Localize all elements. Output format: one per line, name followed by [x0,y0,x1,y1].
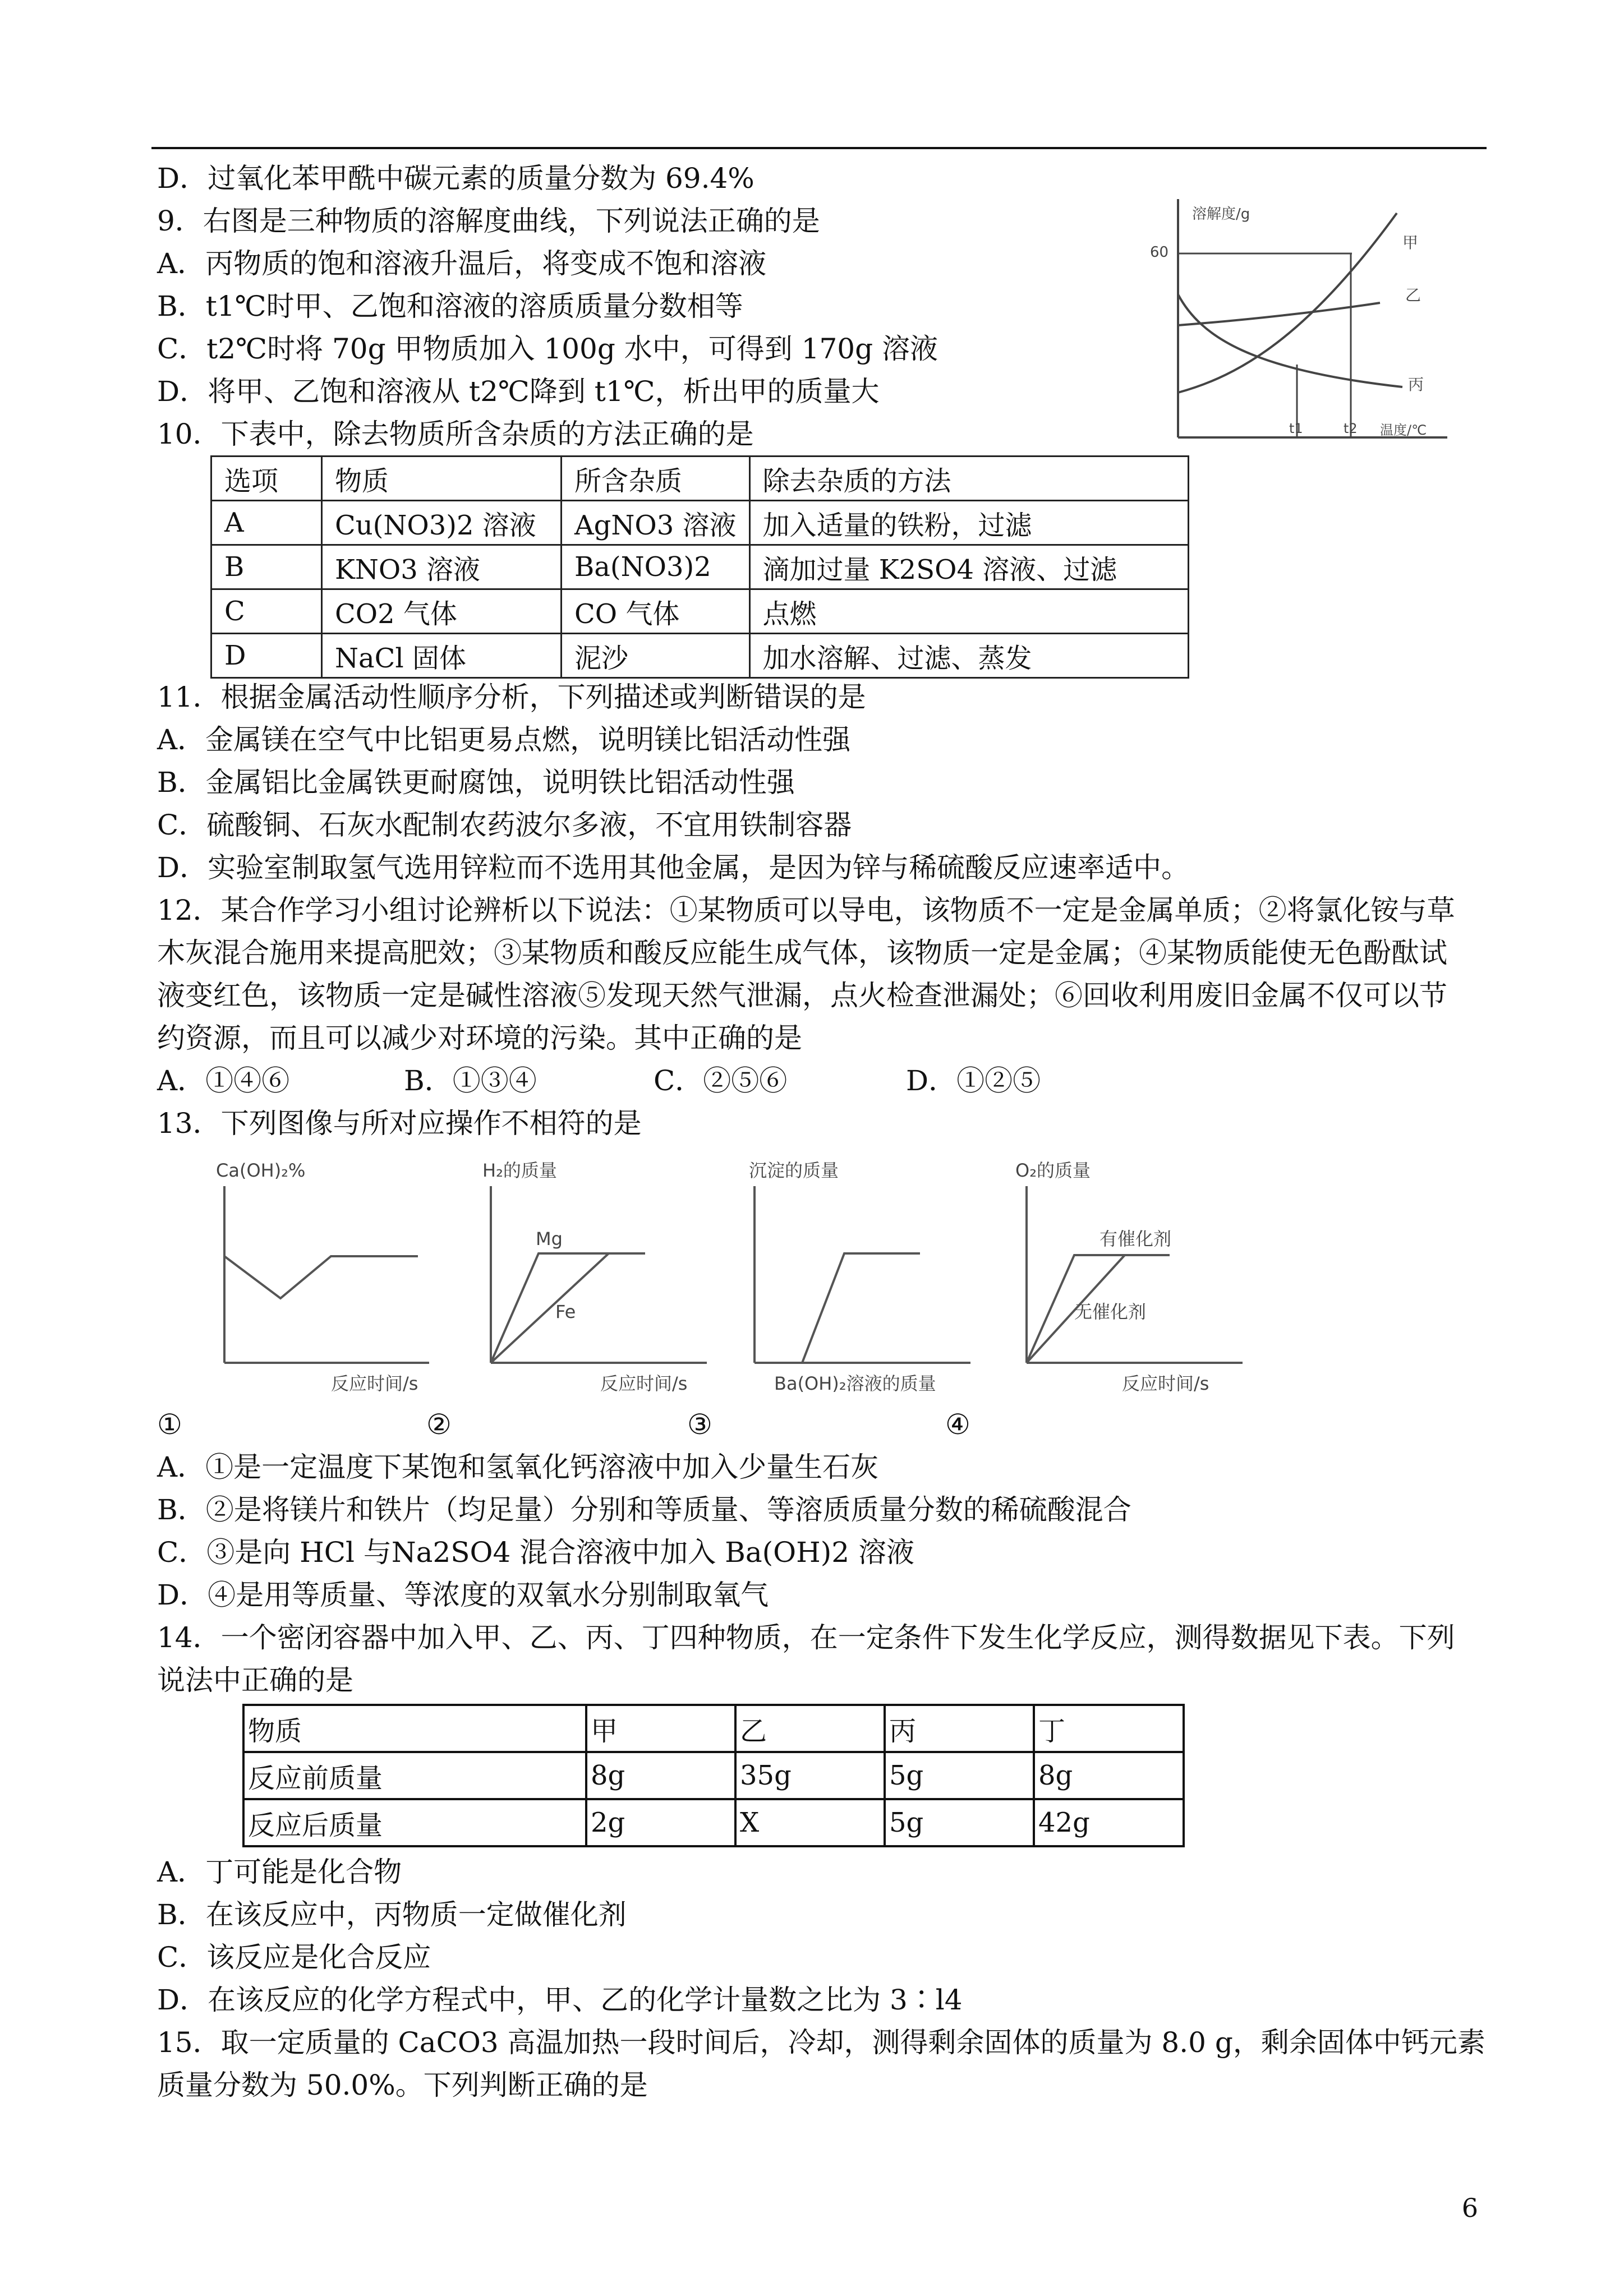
q12-stem-4: 约资源，而且可以减少对环境的污染。其中正确的是 [157,1022,802,1054]
graph-2 [471,1155,718,1402]
table-row [211,545,1189,589]
table-cell: 甲 [586,1705,735,1752]
x-axis-label: 温度/℃ [1380,422,1427,438]
table-cell: 42g [1034,1799,1184,1846]
header-rule [151,147,1487,149]
q13-option-d: D．④是用等质量、等浓度的双氧水分别制取氧气 [157,1579,769,1611]
y-axis-label: 溶解度/g [1192,206,1250,223]
q15-stem-1: 15．取一定质量的 CaCO3 高温加热一段时间后，冷却，测得剩余固体的质量为 8.0 g，剩余固体中钙元素 [157,2026,1485,2059]
table-cell: NaCl 固体 [322,634,562,678]
table-cell: 加入适量的铁粉，过滤 [749,501,1188,545]
graph-1-curve [224,1256,418,1298]
q14-option-c: C．该反应是化合反应 [157,1941,431,1974]
q8-option-d: D．过氧化苯甲酰中碳元素的质量分数为 69.4% [157,162,755,195]
table-cell: 2g [586,1799,735,1846]
graph-4-label-catalyst: 有催化剂 [1099,1228,1172,1250]
table-row [211,501,1189,545]
table-row [211,589,1189,634]
graph-1-ylabel: Ca(OH)₂% [216,1160,306,1181]
graph-4-xlabel: 反应时间/s [1122,1373,1209,1394]
table-cell: 丁 [1034,1705,1184,1752]
table-cell: 选项 [211,457,322,501]
table-cell: 点燃 [749,589,1188,634]
table-cell: X [735,1799,885,1846]
page-number: 6 [1461,2193,1478,2223]
graph-number-1: ① [157,1408,182,1441]
q13-option-c: C．③是向 HCl 与Na2SO4 混合溶液中加入 Ba(OH)2 溶液 [157,1536,914,1569]
q11-stem: 11．根据金属活动性顺序分析，下列描述或判断错误的是 [157,681,866,713]
table-cell: A [211,501,322,545]
q9-option-d: D．将甲、乙饱和溶液从 t2℃降到 t1℃，析出甲的质量大 [157,375,880,408]
table-cell: 物质 [322,457,562,501]
table-row [243,1705,1184,1752]
q9-stem: 9．右图是三种物质的溶解度曲线，下列说法正确的是 [157,205,820,237]
table-cell: 反应前质量 [243,1752,586,1799]
x-tick-t2: t2 [1344,421,1358,436]
q14-option-a: A．丁可能是化合物 [157,1856,402,1888]
graph-1 [205,1155,440,1402]
table-cell: 丙 [885,1705,1034,1752]
table-cell: AgNO3 溶液 [562,501,750,545]
table-cell: 所含杂质 [562,457,750,501]
q11-option-a: A．金属镁在空气中比铝更易点燃，说明镁比铝活动性强 [157,723,851,756]
y-tick-60: 60 [1150,244,1169,261]
table-cell: 5g [885,1752,1034,1799]
q9-option-c: C．t2℃时将 70g 甲物质加入 100g 水中，可得到 170g 溶液 [157,333,938,365]
q12-stem-3: 液变红色，该物质一定是碱性溶液⑤发现天然气泄漏，点火检查泄漏处；⑥回收利用废旧金属不仅可以节 [157,979,1447,1012]
table-cell: 5g [885,1799,1034,1846]
graph-2-xlabel: 反应时间/s [600,1373,688,1394]
table-row [211,457,1189,501]
table-cell: 8g [1034,1752,1184,1799]
graph-2-ylabel: H₂的质量 [482,1160,557,1181]
graph-3-curve [755,1253,920,1363]
solubility-chart [1139,191,1487,449]
table-cell: 除去杂质的方法 [749,457,1188,501]
label-bing: 丙 [1408,375,1424,394]
graph-number-4: ④ [945,1408,970,1441]
graph-2-label-mg: Mg [536,1228,563,1250]
q12-option-b: B．①③④ [404,1064,537,1097]
table-cell: 加水溶解、过滤、蒸发 [749,634,1188,678]
impurity-table [210,455,1189,679]
graph-4-ylabel: O₂的质量 [1015,1160,1091,1181]
graph-2-label-fe: Fe [555,1301,576,1322]
label-yi: 乙 [1405,286,1421,305]
curve-bing [1178,294,1402,387]
label-jia: 甲 [1402,233,1419,252]
table-cell: B [211,545,322,589]
curve-yi [1178,303,1380,325]
table-row [211,634,1189,678]
q12-option-c: C．②⑤⑥ [654,1064,788,1097]
table-cell: CO2 气体 [322,589,562,634]
table-cell: 8g [586,1752,735,1799]
q14-stem-1: 14．一个密闭容器中加入甲、乙、丙、丁四种物质，在一定条件下发生化学反应，测得数据见下表。下列 [157,1621,1455,1654]
table-row [243,1752,1184,1799]
table-cell: Ba(NO3)2 [562,545,750,589]
graph-1-xlabel: 反应时间/s [331,1373,418,1394]
table-cell: 反应后质量 [243,1799,586,1846]
x-tick-t1: t1 [1289,421,1303,436]
graph-3 [735,1155,999,1402]
q10-stem: 10．下表中，除去物质所含杂质的方法正确的是 [157,418,754,450]
q9-option-b: B．t1℃时甲、乙饱和溶液的溶质质量分数相等 [157,290,743,322]
table-cell: 泥沙 [562,634,750,678]
table-cell: 滴加过量 K2SO4 溶液、过滤 [749,545,1188,589]
q12-option-d: D．①②⑤ [906,1064,1041,1097]
table-cell: 乙 [735,1705,885,1752]
table-cell: 35g [735,1752,885,1799]
table-cell: D [211,634,322,678]
mass-table [242,1704,1185,1847]
table-cell: 物质 [243,1705,586,1752]
q11-option-c: C．硫酸铜、石灰水配制农药波尔多液，不宜用铁制容器 [157,809,852,841]
graph-3-xlabel: Ba(OH)₂溶液的质量 [774,1373,936,1394]
q13-option-b: B．②是将镁片和铁片（均足量）分别和等质量、等溶质质量分数的稀硫酸混合 [157,1493,1131,1526]
q14-option-b: B．在该反应中，丙物质一定做催化剂 [157,1898,627,1931]
q15-stem-2: 质量分数为 50.0%。下列判断正确的是 [157,2069,648,2101]
q14-option-d: D．在该反应的化学方程式中，甲、乙的化学计量数之比为 3∶l4 [157,1984,963,2016]
table-cell: C [211,589,322,634]
graph-3-ylabel: 沉淀的质量 [749,1160,839,1181]
q13-stem: 13．下列图像与所对应操作不相符的是 [157,1107,642,1140]
table-cell: KNO3 溶液 [322,545,562,589]
q11-option-d: D．实验室制取氢气选用锌粒而不选用其他金属，是因为锌与稀硫酸反应速率适中。 [157,851,1190,884]
graph-4 [1007,1155,1254,1402]
q13-option-a: A．①是一定温度下某饱和氢氧化钙溶液中加入少量生石灰 [157,1451,879,1483]
table-cell: CO 气体 [562,589,750,634]
q12-stem-2: 木灰混合施用来提高肥效；③某物质和酸反应能生成气体，该物质一定是金属；④某物质能使无色酚酞试 [157,937,1447,969]
q9-option-a: A．丙物质的饱和溶液升温后，将变成不饱和溶液 [157,247,767,280]
q12-stem-1: 12．某合作学习小组讨论辨析以下说法：①某物质可以导电，该物质不一定是金属单质；②将氯化铵与草 [157,894,1455,926]
q14-stem-2: 说法中正确的是 [157,1664,353,1696]
graph-number-2: ② [426,1408,452,1441]
q12-option-a: A．①④⑥ [157,1064,290,1097]
table-cell: Cu(NO3)2 溶液 [322,501,562,545]
graph-number-3: ③ [687,1408,712,1441]
q11-option-b: B．金属铝比金属铁更耐腐蚀，说明铁比铝活动性强 [157,766,795,799]
graph-4-label-no-catalyst: 无催化剂 [1074,1301,1147,1322]
table-row [243,1799,1184,1846]
